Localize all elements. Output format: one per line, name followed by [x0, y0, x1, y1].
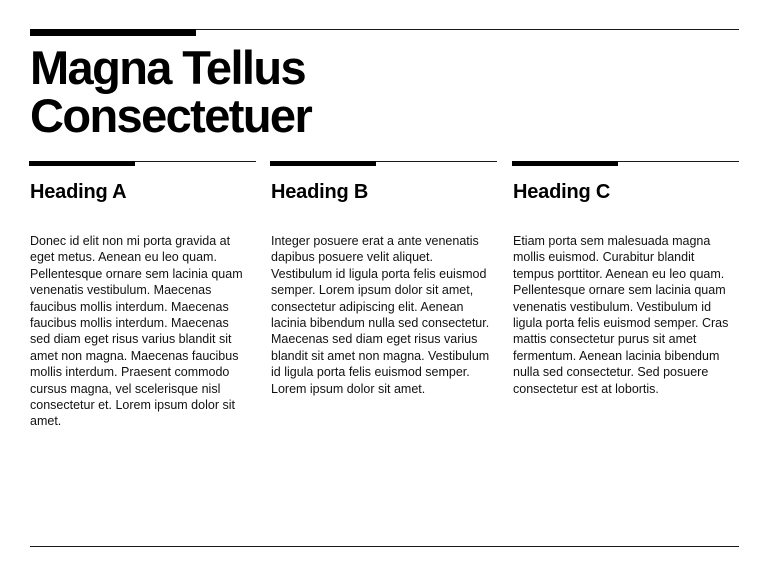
- page-title-line-1: Magna Tellus: [30, 41, 306, 94]
- page-title: [30, 41, 730, 142]
- column-c-heading: Heading C: [513, 181, 611, 203]
- column-b-heading: Heading B: [271, 181, 369, 203]
- column-b-body: Integer posuere erat a ante venenatis dapibus posuere velit aliquet. Vestibulum id ligula porta felis euismod semper. Lorem ipsum dolor sit amet, consectetur adipiscing elit. Aenean lacinia bibendum nulla sed consectetur. Maecenas sed diam eget risus varius blandit sit amet non magna. Vestibulum id ligula porta felis euismod semper. Lorem ipsum dolor sit amet.: [271, 234, 490, 396]
- column-a-body: Donec id elit non mi porta gravida at eget metus. Aenean eu leo quam. Pellentesque ornare sem lacinia quam venenatis vestibulum. Maecenas faucibus mollis interdum. Maecenas faucibus mollis interdum. Maecenas sed diam eget risus varius blandit sit amet non magna. Maecenas faucibus mollis interdum. Praesent commodo cursus magna, vel scelerisque nisl consectetur et. Lorem ipsum dolor sit amet.: [30, 234, 243, 429]
- column-a-rule: [29, 161, 256, 167]
- column-c: [512, 161, 739, 396]
- page-title-line-2: Consectetuer: [30, 89, 312, 142]
- bottom-rule: [30, 546, 739, 547]
- column-a-accent-bar: [29, 161, 135, 166]
- column-b-rule: [270, 161, 497, 167]
- column-c-rule: [512, 161, 739, 167]
- column-a: [29, 161, 256, 429]
- column-c-body: Etiam porta sem malesuada magna mollis euismod. Curabitur blandit tempus porttitor. Aenean eu leo quam. Pellentesque ornare sem lacinia quam venenatis vestibulum. Vestibulum id ligula porta felis euismod semper. Cras mattis consectetur purus sit amet fermentum. Aenean lacinia bibendum nulla sed consectetur. Sed posuere consectetur est at lobortis.: [513, 234, 729, 396]
- top-accent-bar: [30, 29, 196, 36]
- column-a-heading: Heading A: [30, 181, 127, 203]
- column-b-accent-bar: [270, 161, 376, 166]
- column-b: [270, 161, 497, 396]
- column-c-accent-bar: [512, 161, 618, 166]
